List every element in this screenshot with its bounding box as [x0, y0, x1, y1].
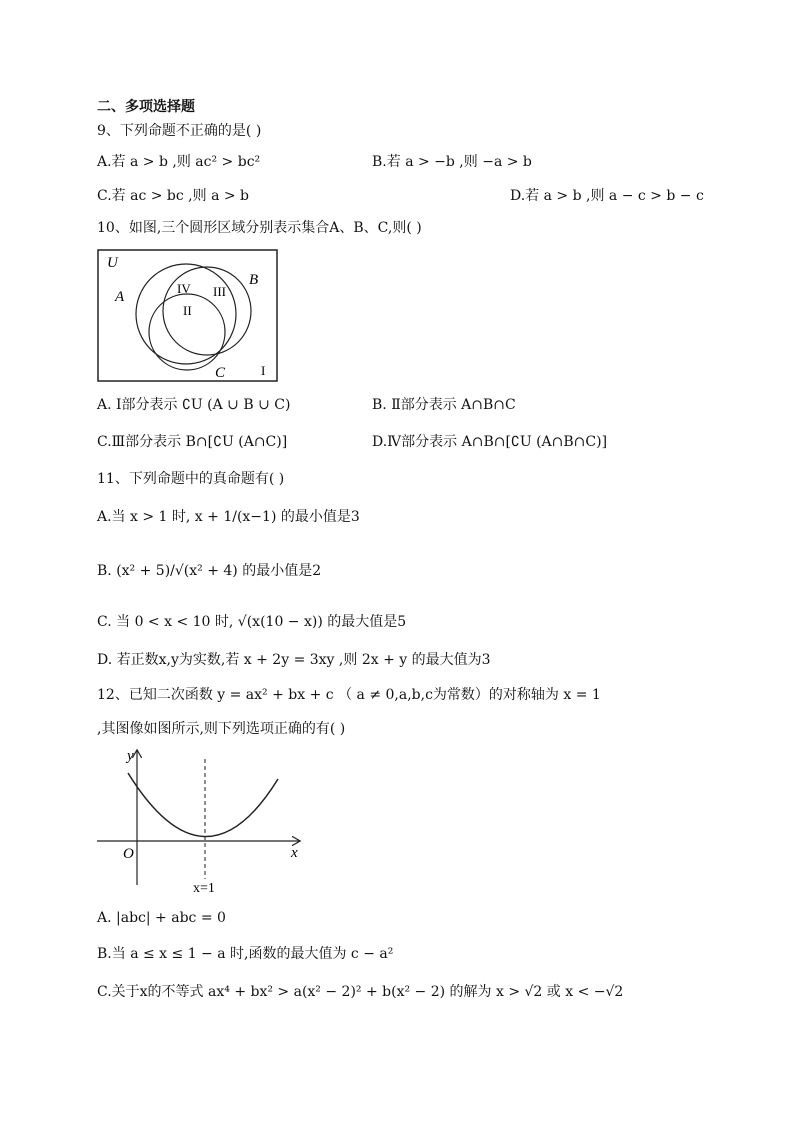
q11-stem: 11、下列命题中的真命题有( ): [97, 471, 285, 487]
label-a: A: [115, 289, 125, 305]
q10-option-c: C.Ⅲ部分表示 B∩[∁U (A∩C)]: [97, 434, 288, 450]
q10-option-a: A. Ⅰ部分表示 ∁U (A ∪ B ∪ C): [97, 397, 291, 413]
label-origin: O: [123, 846, 134, 862]
label-b: B: [249, 272, 259, 288]
label-region-i: I: [261, 363, 266, 378]
label-x: x: [291, 845, 298, 861]
q10-option-d: D.Ⅳ部分表示 A∩B∩[∁U (A∩B∩C)]: [372, 434, 608, 450]
q12-stem-continued: ,其图像如图所示,则下列选项正确的有( ): [97, 721, 346, 737]
parabola-graph: [95, 745, 307, 895]
q9-option-c: C.若 ac > bc ,则 a > b: [97, 188, 250, 204]
section-title: 二、多项选择题: [97, 99, 195, 115]
label-region-iv: IV: [177, 281, 191, 296]
q11-option-a: A.当 x > 1 时, x + 1/(x−1) 的最小值是3: [97, 509, 360, 525]
q10-option-b: B. Ⅱ部分表示 A∩B∩C: [372, 397, 516, 413]
q9-option-a: A.若 a > b ,则 ac² > bc²: [97, 154, 261, 170]
label-region-iii: III: [213, 284, 226, 299]
label-x-equals-1: x=1: [193, 881, 215, 895]
label-y: y: [127, 748, 134, 764]
q11-option-c: C. 当 0 < x < 10 时, √(x(10 − x)) 的最大值是5: [97, 614, 407, 630]
q12-option-a: A. |abc| + abc = 0: [97, 910, 226, 926]
q9-option-b: B.若 a > −b ,则 −a > b: [372, 154, 532, 170]
q12-option-b: B.当 a ≤ x ≤ 1 − a 时,函数的最大值为 c − a²: [97, 946, 394, 962]
q9-stem: 9、下列命题不正确的是( ): [97, 123, 262, 139]
q11-option-d: D. 若正数x,y为实数,若 x + 2y = 3xy ,则 2x + y 的最大值为3: [97, 652, 491, 668]
q9-option-d: D.若 a > b ,则 a − c > b − c: [510, 188, 704, 204]
label-u: U: [107, 255, 118, 271]
q10-stem: 10、如图,三个圆形区域分别表示集合A、B、C,则( ): [97, 220, 422, 236]
q11-option-b: B. (x² + 5)/√(x² + 4) 的最小值是2: [97, 563, 322, 579]
label-region-ii: II: [183, 303, 192, 318]
q12-stem: 12、已知二次函数 y = ax² + bx + c （ a ≠ 0,a,b,c为常数）的对称轴为 x = 1: [97, 687, 601, 703]
venn-diagram: [97, 249, 279, 383]
label-c: C: [215, 365, 226, 381]
q12-option-c: C.关于x的不等式 ax⁴ + bx² > a(x² − 2)² + b(x² − 2) 的解为 x > √2 或 x < −√2: [97, 984, 624, 1000]
parabola-curve: [128, 773, 278, 837]
